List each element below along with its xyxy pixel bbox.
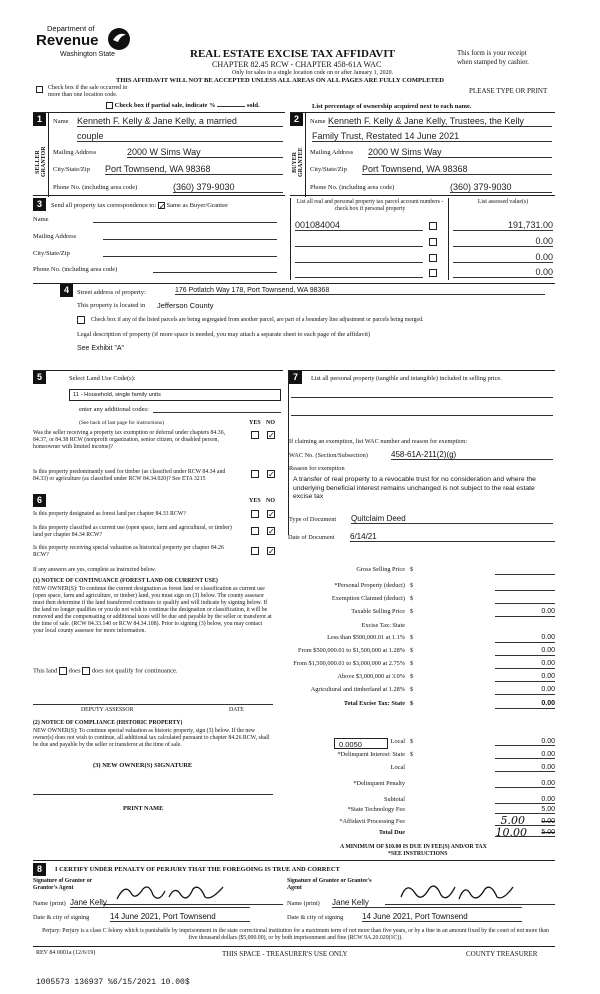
- s6-if-yes: If any answers are yes, complete as instructed below.: [33, 567, 156, 573]
- section-4: [33, 283, 555, 359]
- affidavit-fee-handwritten: 5.00: [500, 814, 525, 827]
- this-land-label: This land: [33, 667, 58, 675]
- financial-row-dollar: $: [410, 660, 414, 667]
- section-3: [33, 198, 555, 280]
- financial-row-value[interactable]: 0.00: [495, 634, 555, 643]
- penalty-value[interactable]: 0.00: [495, 780, 555, 788]
- financial-row: [292, 608, 555, 620]
- interest-row: [292, 751, 555, 763]
- correspondence-label: Send all property tax correspondence to:: [51, 202, 157, 209]
- section-1-badge: 1: [33, 113, 46, 126]
- section-6-badge: 6: [33, 494, 46, 507]
- street-label: Street address of property:: [77, 289, 146, 296]
- financial-row: [292, 673, 555, 685]
- s6-q3-yes[interactable]: [251, 547, 259, 555]
- dept-state-text: Washington State: [60, 51, 115, 58]
- land-use-label: Select Land Use Code(s):: [69, 375, 136, 382]
- treasurer-space: THIS SPACE - TREASURER'S USE ONLY: [222, 950, 348, 958]
- tech-fee-label: *State Technology Fee: [347, 806, 405, 813]
- see-instructions-note: *SEE INSTRUCTIONS: [388, 851, 448, 857]
- wac-label: WAC No. (Section/Subsection): [289, 452, 368, 459]
- financial-row-label: Total Excise Tax: State: [343, 700, 405, 707]
- seller-city-label: City/State/Zip: [53, 166, 90, 173]
- buyer-name-line2[interactable]: Family Trust, Restated 14 June 2021: [312, 131, 552, 142]
- does-not-label: does not qualify for continuance.: [91, 667, 178, 675]
- perjury-notice: Perjury: Perjury is a class C felony which is punishable by imprisonment in the state correctional institution for a maximum term of not more than five years, or by a fine in an amount fixed by the court of not more than five thousand dollars ($5,000.00), or by both imprisonment and fine (RCW 9A.20.020(1C)).: [42, 928, 549, 941]
- grantor-name-label: Name (print): [33, 900, 66, 907]
- s3-phone-field[interactable]: [153, 272, 277, 273]
- interest-label: *Delinquent Interest: State: [337, 751, 405, 758]
- s5-q1: Was the seller receiving a property tax exemption or deferral under chapters 84.36, 84.37, or 84.38 RCW (nonprofit organization, senior citizen, or disabled person, homeowner with limited income)?: [33, 430, 226, 450]
- financial-row-label: Less than $500,000.01 at 1.1%: [327, 634, 405, 641]
- local-dollar: $: [410, 738, 414, 745]
- financial-row: [292, 566, 555, 578]
- buyer-phone-field[interactable]: (360) 379-9030: [450, 182, 552, 193]
- parcel-1[interactable]: 001084004: [295, 220, 423, 231]
- wac-field[interactable]: 458-61A-211(2)(g): [391, 450, 553, 460]
- print-name-label: PRINT NAME: [123, 805, 164, 812]
- personal-property-line-1[interactable]: [291, 397, 553, 398]
- section-5-badge: 5: [33, 371, 46, 384]
- total-due-row: [292, 826, 555, 841]
- financial-row-label: From $1,500,000.01 to $3,000,000 at 2.75%: [293, 660, 405, 667]
- parcel-1-checkbox[interactable]: [429, 222, 437, 230]
- street-field[interactable]: 176 Potlatch Way 178, Port Townsend, WA 98368: [175, 287, 545, 295]
- county-treasurer: COUNTY TREASURER: [466, 950, 538, 958]
- does-not-checkbox[interactable]: [82, 667, 90, 675]
- financial-row-value[interactable]: [495, 582, 555, 591]
- grantee-date-label: Date & city of signing: [287, 914, 344, 921]
- cashier-stamp: 1005573 136937 %6/15/2021 10.00$: [36, 978, 190, 987]
- financial-row-value[interactable]: 0.00: [495, 660, 555, 669]
- s3-mail-label: Mailing Address: [33, 233, 77, 240]
- s6-q2: Is this property classified as current use (open space, farm and agricultural, or timber) land per chapter 84.34 RCW?: [33, 525, 232, 538]
- financial-row: [292, 647, 555, 659]
- s6-no-label: NO: [266, 498, 275, 504]
- subtotal-label: Subtotal: [384, 796, 405, 803]
- financial-row: [292, 582, 555, 594]
- this-land-row: [33, 667, 178, 675]
- parcel-3[interactable]: [295, 252, 423, 263]
- land-use-value: 11 - Household, single family units: [73, 392, 161, 398]
- partial-sale-checkbox[interactable]: [106, 102, 113, 109]
- same-as-buyer-label: Same as Buyer/Grantee: [166, 202, 228, 209]
- dept-top-text: Department of: [47, 24, 95, 33]
- multi-location-checkbox[interactable]: [36, 86, 43, 93]
- value-header: List assessed value(s): [477, 199, 529, 205]
- section-4-badge: 4: [60, 284, 73, 297]
- seller-name-line2[interactable]: couple: [77, 131, 283, 142]
- parcel-4-checkbox[interactable]: [429, 269, 437, 277]
- value-3[interactable]: 0.00: [453, 252, 553, 263]
- financial-row-dollar: $: [410, 700, 414, 707]
- s6-q2-yes[interactable]: [251, 527, 259, 535]
- buyer-phone-label: Phone No. (including area code): [310, 184, 395, 191]
- grantee-date-field[interactable]: 14 June 2021, Port Townsend: [362, 912, 522, 922]
- local2-label: Local: [390, 764, 405, 771]
- interest-value[interactable]: 0.00: [495, 751, 555, 759]
- seller-city-field[interactable]: Port Townsend, WA 98368: [105, 164, 283, 175]
- buyer-name-line1[interactable]: Kenneth F. Kelly & Jane Kelly, Trustees, the Kelly: [328, 116, 552, 127]
- local-label: Local: [390, 738, 405, 745]
- form-title: REAL ESTATE EXCISE TAX AFFIDAVIT: [190, 48, 395, 60]
- financial-row-dollar: $: [410, 634, 414, 641]
- seller-mail-field[interactable]: 2000 W Sims Way: [127, 147, 283, 158]
- s5-q2: Is this property predominantly used for timber (as classified under RCW 84.34 and 84.33) or agriculture (as classified under RCW 84.34.020)? See ETA 3215: [33, 469, 226, 482]
- financial-row-value[interactable]: 0.00: [495, 686, 555, 695]
- s3-city-label: City/State/Zip: [33, 250, 70, 257]
- ownership-note: List percentage of ownership acquired next to each name.: [312, 103, 472, 110]
- type-print-note: PLEASE TYPE OR PRINT: [469, 87, 548, 95]
- seller-phone-label: Phone No. (including area code): [53, 184, 138, 191]
- see-back-note: (See back of last page for instructions): [79, 420, 164, 426]
- local-row: [292, 738, 555, 750]
- value-4[interactable]: 0.00: [453, 267, 553, 278]
- financial-row-value[interactable]: 0.00: [495, 673, 555, 682]
- multi-location-label: Check box if the sale occurred in more than one location code.: [48, 85, 128, 98]
- deputy-signature-line[interactable]: [33, 704, 273, 705]
- s3-name-label: Name: [33, 216, 49, 223]
- buyer-mail-field[interactable]: 2000 W Sims Way: [368, 147, 552, 158]
- parcel-header: List all real and personal property tax parcel account numbers - check box if personal property: [296, 199, 444, 212]
- financial-row: [292, 634, 555, 646]
- reason-field[interactable]: A transfer of real property to a revocable trust for no consideration and where the underlying beneficial interest remains unchanged is not subject to the real estate excise tax: [293, 476, 536, 500]
- financial-row-value[interactable]: 0.00: [495, 647, 555, 656]
- grantor-name-field[interactable]: Jane Kelly: [70, 898, 250, 908]
- deputy-label: DEPUTY ASSESSOR: [81, 707, 134, 713]
- parcel-4[interactable]: [295, 267, 423, 278]
- section-2-badge: 2: [290, 113, 303, 126]
- rev-number: REV 84 0001a (12/6/19): [36, 950, 96, 956]
- s6-yes-label: YES: [249, 498, 261, 504]
- affidavit-fee-label: *Affidavit Processing Fee: [339, 818, 405, 825]
- receipt-note-2: when stamped by cashier.: [457, 58, 529, 66]
- buyer-city-field[interactable]: Port Townsend, WA 98368: [362, 164, 552, 175]
- s5-yes-label: YES: [249, 420, 261, 426]
- parcel-2-checkbox[interactable]: [429, 238, 437, 246]
- legal-field[interactable]: See Exhibit "A": [77, 345, 124, 352]
- penalty-row: [292, 780, 555, 792]
- s5-q1-yes[interactable]: [251, 431, 259, 439]
- financial-row-label: Exemption Claimed (deduct): [331, 595, 405, 602]
- financial-row-value[interactable]: 0.00: [495, 700, 555, 709]
- s3-phone-label: Phone No. (including area code): [33, 266, 118, 273]
- does-label: does: [68, 667, 81, 675]
- form-warning: THIS AFFIDAVIT WILL NOT BE ACCEPTED UNLESS ALL AREAS ON ALL PAGES ARE FULLY COMPLETED: [116, 77, 444, 84]
- segregated-label: Check box if any of the listed parcels are being segregated from another parcel, are part of a boundary line adjustment or parcels being merged.: [91, 317, 424, 323]
- parcel-2[interactable]: [295, 236, 423, 247]
- s5-no-label: NO: [266, 420, 275, 426]
- financial-row-value[interactable]: 0.00: [495, 608, 555, 617]
- grantor-sig-label: Signature of Grantor or Grantor's Agent: [33, 878, 93, 891]
- financial-row-value[interactable]: [495, 566, 555, 575]
- s3-city-field[interactable]: [103, 256, 277, 257]
- new-owner-sig-title: (3) NEW OWNER(S) SIGNATURE: [93, 762, 193, 769]
- legal-label: Legal description of property (if more space is needed, you may attach a separate sheet to each page of the affidavit): [77, 331, 371, 338]
- financial-row-dollar: $: [410, 686, 414, 693]
- correspondence-row: [51, 202, 228, 209]
- segregated-checkbox[interactable]: [77, 316, 85, 324]
- land-use-select[interactable]: [69, 389, 281, 401]
- reason-label: Reason for exemption: [289, 465, 345, 472]
- certify-text: I CERTIFY UNDER PENALTY OF PERJURY THAT THE FOREGOING IS TRUE AND CORRECT: [55, 866, 340, 873]
- total-due-value[interactable]: 5.00: [495, 829, 555, 837]
- doc-type-label: Type of Document: [289, 516, 337, 523]
- buyer-city-label: City/State/Zip: [310, 166, 347, 173]
- financial-row-dollar: $: [410, 566, 414, 573]
- s5-q2-no[interactable]: [267, 470, 275, 478]
- partial-sale-field[interactable]: [217, 106, 245, 107]
- partial-sale: [106, 102, 260, 109]
- financial-row-value[interactable]: [495, 595, 555, 604]
- grantee-name-field[interactable]: Jane Kelly: [332, 898, 522, 908]
- local2-row: [292, 764, 555, 776]
- additional-codes-field[interactable]: [153, 412, 281, 413]
- receipt-note-1: This form is your receipt: [457, 49, 527, 57]
- grantor-date-field[interactable]: 14 June 2021, Port Townsend: [110, 912, 250, 922]
- form-note: Only for sales in a single location code on or after January 1, 2020.: [232, 70, 394, 76]
- subtotal-value[interactable]: 0.00: [495, 796, 555, 804]
- seller-mail-label: Mailing Address: [53, 149, 97, 156]
- section-7: [288, 370, 555, 535]
- section-7-badge: 7: [289, 371, 302, 384]
- doc-date-label: Date of Document: [288, 534, 335, 541]
- s6-q3: Is this property receiving special valuation as historical property per chapter 84.26 RCW?: [33, 545, 224, 558]
- parcel-3-checkbox[interactable]: [429, 254, 437, 262]
- grantee-sig-label: Signature of Grantee or Grantee's Agent: [287, 878, 372, 891]
- same-as-buyer-checkbox[interactable]: [158, 202, 165, 209]
- s5-q1-no[interactable]: [267, 431, 275, 439]
- financial-row-label: Gross Selling Price: [356, 566, 405, 573]
- s5-q2-yes[interactable]: [251, 470, 259, 478]
- personal-property-line-2[interactable]: [291, 415, 553, 416]
- section-6: [33, 494, 283, 824]
- seller-tag: SELLER GRANTOR: [35, 146, 47, 178]
- additional-codes-label: enter any additional codes:: [79, 406, 149, 413]
- dept-logo: [36, 24, 136, 68]
- total-due-handwritten: 10.00: [495, 826, 527, 839]
- seller-name-label: Name: [53, 118, 69, 125]
- continuance-text: NEW OWNER(S): To continue the current designation as forest land or classification as current use (open space, farm and agriculture, or timber) land, you must sign on (3) below. The county assessor must then determine if the land transferred continues to qualify and will indicate by signing below. If the land no longer qualifies or you do not wish to continue the designation or classification, it will be removed and the compensating or additional taxes will be due and payable by the seller or transferor at the time of sale. (RCW 84.33.140 or RCW 84.34.108). Prior to signing (3) below, you may contact your local county assessor for more information.: [33, 586, 272, 634]
- personal-property-label: List all personal property (tangible and intangible) included in selling price.: [311, 375, 502, 382]
- continuance-title: (1) NOTICE OF CONTINUANCE (FOREST LAND OR CURRENT USE): [33, 578, 218, 584]
- local-rate-value: 0.0050: [339, 740, 362, 749]
- doc-type-field[interactable]: Quitclaim Deed: [351, 514, 553, 524]
- buyer-tag: BUYER GRANTEE: [292, 147, 304, 177]
- buyer-section: [290, 112, 555, 196]
- local2-value[interactable]: 0.00: [495, 764, 555, 772]
- doc-date-field[interactable]: 6/14/21: [350, 532, 555, 542]
- financial-row: [292, 660, 555, 672]
- deputy-date-label: DATE: [229, 707, 244, 713]
- does-checkbox[interactable]: [59, 667, 67, 675]
- partial-sale-label: Check box if partial sale, indicate %: [114, 102, 216, 109]
- penalty-label: *Delinquent Penalty: [353, 780, 405, 787]
- financial-row-label: Agricultural and timberland at 1.28%: [310, 686, 405, 693]
- s3-mail-field[interactable]: [103, 239, 277, 240]
- form-subtitle: CHAPTER 82.45 RCW - CHAPTER 458-61A WAC: [212, 60, 382, 69]
- dept-name-text: Revenue: [36, 32, 99, 49]
- section-8-badge: 8: [33, 863, 46, 876]
- interest-dollar: $: [410, 751, 414, 758]
- s6-q1-yes[interactable]: [251, 510, 259, 518]
- section-5: [33, 370, 283, 510]
- financial-row-label: Above $3,000,000 at 3.0%: [337, 673, 405, 680]
- dept-logo-icon: [106, 26, 132, 52]
- grantor-date-label: Date & city of signing: [33, 914, 90, 921]
- seller-section: [33, 112, 285, 196]
- new-owner-sig-line[interactable]: [33, 794, 273, 795]
- seller-phone-field[interactable]: (360) 379-9030: [173, 182, 283, 193]
- financial-row-dollar: $: [410, 582, 414, 589]
- financial-row-dollar: $: [410, 608, 414, 615]
- financial-row: [292, 595, 555, 607]
- s6-q1-no[interactable]: [267, 510, 275, 518]
- exemption-claim-label: If claiming an exemption, list WAC number and reason for exemption:: [289, 438, 468, 445]
- s6-q1: Is this property designated as forest land per chapter 84.33 RCW?: [33, 511, 186, 517]
- seller-name-line1[interactable]: Kenneth F. Kelly & Jane Kelly, a married: [77, 116, 283, 127]
- partial-sale-sold: sold.: [246, 102, 260, 109]
- financial-row-label: Taxable Selling Price: [351, 608, 405, 615]
- financial-row: [292, 700, 555, 712]
- financial-row: [292, 622, 555, 634]
- financial-row-dollar: $: [410, 595, 414, 602]
- total-due-label: Total Due: [378, 829, 405, 836]
- multi-location: [36, 85, 140, 99]
- buyer-mail-label: Mailing Address: [310, 149, 354, 156]
- value-1[interactable]: 191,731.00: [453, 220, 553, 231]
- value-2[interactable]: 0.00: [453, 236, 553, 247]
- buyer-name-label: Name: [310, 118, 326, 125]
- minimum-note: A MINIMUM OF $10.00 IS DUE IN FEE(S) AND/OR TAX: [340, 844, 487, 850]
- s3-name-field[interactable]: [93, 222, 277, 223]
- financial-row-dollar: $: [410, 673, 414, 680]
- tech-fee-value[interactable]: 5.00: [495, 806, 555, 814]
- section-3-badge: 3: [33, 198, 46, 211]
- grantee-name-label: Name (print): [287, 900, 320, 907]
- local-value[interactable]: 0.00: [495, 738, 555, 746]
- financial-row: [292, 686, 555, 698]
- affidavit-fee-value[interactable]: 0.00: [495, 818, 555, 826]
- located-label: This property is located in: [77, 302, 146, 309]
- located-field[interactable]: Jefferson County: [157, 301, 214, 310]
- compliance-text: NEW OWNER(S): To continue special valuation as historic property, sign (3) below. If the new owner(s) does not wish to continue, all additional tax calculated pursuant to chapter 84.26 RCW, shall be due and payable by the seller or transferor at the time of sale.: [33, 728, 270, 748]
- s6-q3-no[interactable]: [267, 547, 275, 555]
- financial-row-label: From $500,000.01 to $1,500,000 at 1.28%: [297, 647, 405, 654]
- financial-row-label: Excise Tax: State: [361, 622, 405, 629]
- s6-q2-no[interactable]: [267, 527, 275, 535]
- financial-row-label: *Personal Property (deduct): [334, 582, 405, 589]
- financial-row-dollar: $: [410, 647, 414, 654]
- compliance-title: (2) NOTICE OF COMPLIANCE (HISTORIC PROPERTY): [33, 720, 183, 726]
